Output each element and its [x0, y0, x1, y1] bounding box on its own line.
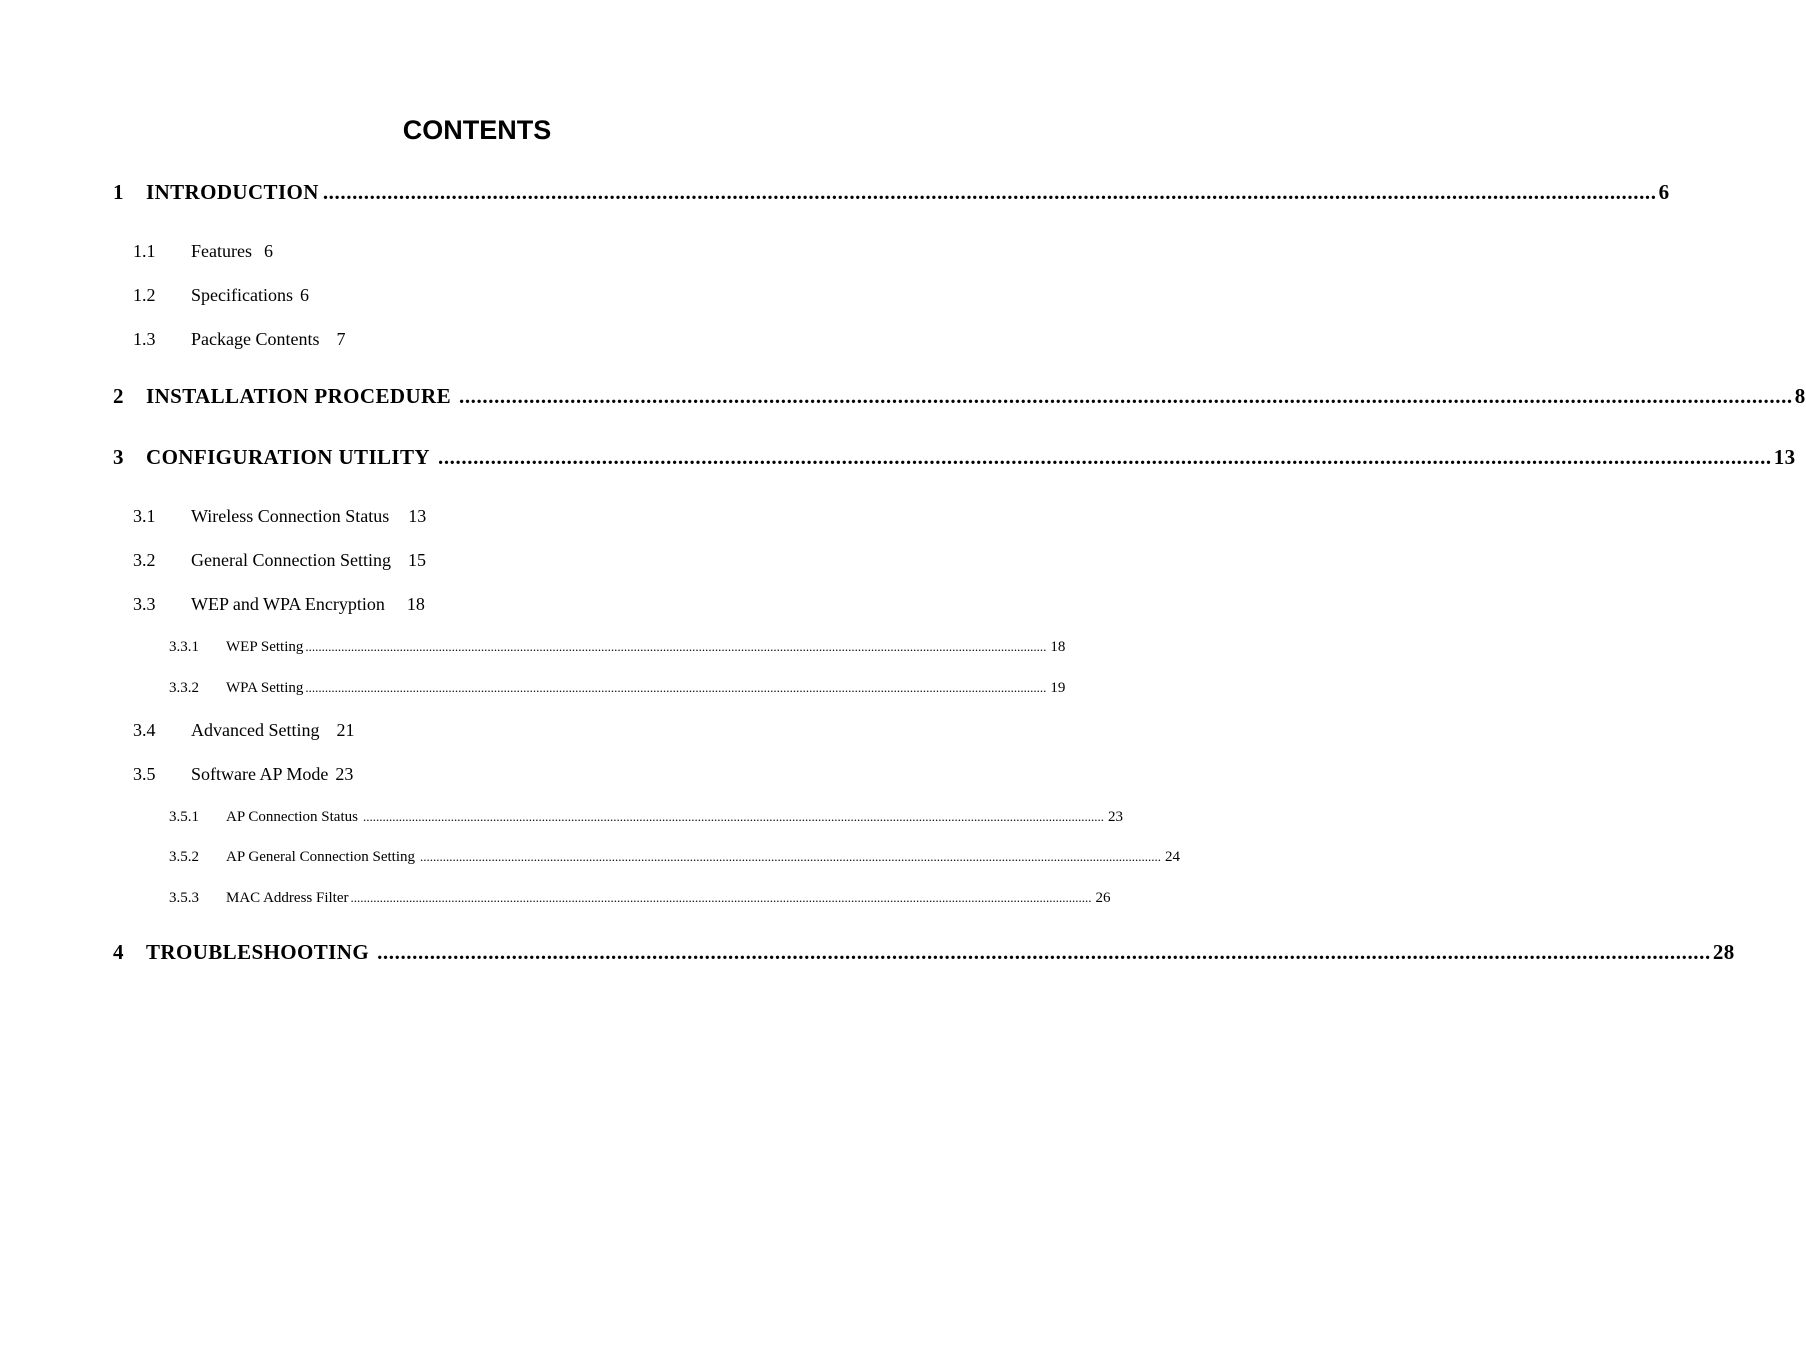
toc-number: 3.5.2 — [169, 849, 199, 865]
toc-entry-mac-address-filter[interactable] — [169, 888, 1111, 908]
toc-number: 1.3 — [133, 329, 156, 349]
toc-label: Advanced Setting — [191, 720, 320, 740]
toc-entry-specifications[interactable] — [133, 283, 309, 307]
toc-page: 24 — [1165, 849, 1180, 865]
toc-label: WPA Setting — [226, 680, 304, 696]
toc-label: CONFIGURATION UTILITY — [146, 445, 430, 469]
toc-number: 3.1 — [133, 506, 156, 526]
toc-leader: .................................................................................................................................................................................................................................... — [305, 680, 1047, 695]
toc-number: 3.5.1 — [169, 809, 199, 825]
toc-leader: .................................................................................................................................................................................................................................... — [322, 180, 1657, 204]
toc-label: WEP and WPA Encryption — [191, 594, 385, 614]
toc-label: INTRODUCTION — [146, 180, 319, 204]
toc-number: 2 — [113, 384, 124, 408]
toc-number: 3.3.1 — [169, 639, 199, 655]
toc-leader: .................................................................................................................................................................................................................................... — [437, 445, 1772, 469]
toc-page: 28 — [1712, 940, 1735, 964]
toc-label: INSTALLATION PROCEDURE — [146, 384, 451, 408]
toc-page: 18 — [1050, 639, 1066, 655]
toc-leader: .................................................................................................................................................................................................................................... — [362, 809, 1104, 824]
toc-entry-software-ap-mode[interactable] — [133, 762, 353, 786]
toc-number: 3.5.3 — [169, 890, 199, 906]
toc-number: 3.5 — [133, 764, 156, 784]
toc-page: 26 — [1095, 890, 1111, 906]
toc-entry-features[interactable] — [133, 239, 273, 263]
toc-page: 6 — [299, 285, 309, 305]
toc-label: Features — [191, 241, 252, 261]
toc-entry-wep-and-wpa-encryption[interactable] — [133, 592, 425, 616]
toc-page: 23 — [335, 764, 354, 784]
toc-label: MAC Address Filter — [226, 890, 349, 906]
toc-page: 13 — [408, 506, 427, 526]
toc-leader: .................................................................................................................................................................................................................................... — [377, 940, 1711, 964]
toc-entry-wep-setting[interactable] — [169, 637, 1066, 657]
toc-entry-ap-general-connection-setting[interactable] — [169, 847, 1180, 867]
toc-entry-configuration-utility[interactable] — [113, 443, 1796, 471]
toc-page: 23 — [1107, 809, 1123, 825]
toc-page: 6 — [263, 241, 273, 261]
toc-page: 7 — [336, 329, 346, 349]
toc-leader: .................................................................................................................................................................................................................................... — [458, 384, 1793, 408]
toc-label: WEP Setting — [226, 639, 304, 655]
toc-number: 4 — [113, 940, 124, 964]
toc-number: 3 — [113, 445, 124, 469]
toc-label: AP General Connection Setting — [226, 849, 415, 865]
toc-entry-ap-connection-status[interactable] — [169, 807, 1123, 827]
toc-leader: .................................................................................................................................................................................................................................... — [420, 849, 1161, 864]
toc-page: 15 — [407, 550, 426, 570]
toc-leader: .................................................................................................................................................................................................................................... — [350, 890, 1092, 905]
toc-page: 19 — [1050, 680, 1066, 696]
toc-page: 6 — [1658, 180, 1670, 204]
toc-entry-wireless-connection-status[interactable] — [133, 504, 426, 528]
toc-leader: .................................................................................................................................................................................................................................... — [305, 639, 1047, 654]
toc-entry-general-connection-setting[interactable] — [133, 548, 426, 572]
toc-entry-advanced-setting[interactable] — [133, 718, 354, 742]
toc-label: General Connection Setting — [191, 550, 391, 570]
toc-entry-package-contents[interactable] — [133, 327, 345, 351]
toc-number: 3.3.2 — [169, 680, 199, 696]
toc-page: 21 — [336, 720, 355, 740]
toc-number: 1 — [113, 180, 124, 204]
toc-label: AP Connection Status — [226, 809, 358, 825]
toc-label: Package Contents — [191, 329, 320, 349]
toc-entry-installation-procedure[interactable] — [113, 382, 1806, 410]
toc-entry-introduction[interactable] — [113, 178, 1670, 206]
page-title: CONTENTS — [402, 115, 552, 145]
toc-number: 3.3 — [133, 594, 156, 614]
toc-page: 8 — [1794, 384, 1806, 408]
toc-number: 3.2 — [133, 550, 156, 570]
toc-label: Wireless Connection Status — [191, 506, 390, 526]
toc-number: 1.1 — [133, 241, 156, 261]
toc-entry-wpa-setting[interactable] — [169, 678, 1066, 698]
toc-entry-troubleshooting[interactable] — [113, 938, 1735, 966]
toc-page: 13 — [1773, 445, 1796, 469]
toc-label: Software AP Mode — [191, 764, 329, 784]
toc-number: 1.2 — [133, 285, 156, 305]
toc-number: 3.4 — [133, 720, 156, 740]
toc-label: TROUBLESHOOTING — [146, 940, 370, 964]
toc-label: Specifications — [191, 285, 293, 305]
toc-page: 18 — [406, 594, 425, 614]
